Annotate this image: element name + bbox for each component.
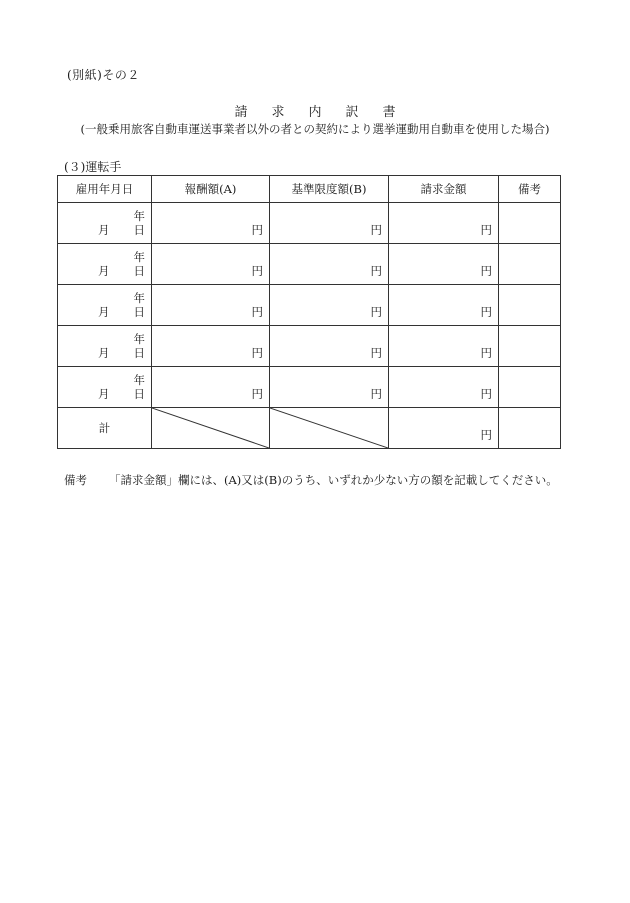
compensation-cell[interactable] [152,326,270,367]
claim-amount-cell[interactable] [389,285,499,326]
yen-unit: 円 [480,305,492,319]
claim-amount-cell[interactable] [389,244,499,285]
standard-limit-cell[interactable] [270,285,389,326]
day-unit: 日 [133,305,145,319]
remarks-cell[interactable] [499,244,561,285]
table-row [58,285,561,326]
yen-unit: 円 [251,305,263,319]
claim-amount-cell[interactable] [389,367,499,408]
employment-date-cell[interactable] [58,285,152,326]
total-remarks-cell[interactable] [499,408,561,449]
yen-unit: 円 [480,346,492,360]
day-unit: 日 [133,387,145,401]
claim-amount-cell[interactable] [389,326,499,367]
compensation-cell[interactable] [152,203,270,244]
month-unit: 月 [98,387,110,401]
table-row [58,367,561,408]
yen-unit: 円 [370,305,382,319]
compensation-cell[interactable] [152,244,270,285]
claim-breakdown-table [57,175,561,449]
day-unit: 日 [133,264,145,278]
year-unit: 年 [133,291,145,305]
total-claim-amount-cell[interactable] [389,408,499,449]
claim-amount-cell[interactable] [389,203,499,244]
month-unit: 月 [98,264,110,278]
total-row [58,408,561,449]
standard-limit-cell[interactable] [270,244,389,285]
total-compensation-crossed-cell [152,408,270,449]
yen-unit: 円 [251,387,263,401]
remarks-cell[interactable] [499,285,561,326]
standard-limit-cell[interactable] [270,367,389,408]
total-label: 計 [58,408,152,449]
year-unit: 年 [133,332,145,346]
header-remarks: 備考 [499,176,561,203]
table-row [58,203,561,244]
remarks-cell[interactable] [499,203,561,244]
header-claim-amount: 請求金額 [389,176,499,203]
month-unit: 月 [98,223,110,237]
year-unit: 年 [133,250,145,264]
header-standard-limit-b: 基準限度額(B) [270,176,389,203]
yen-unit: 円 [370,346,382,360]
yen-unit: 円 [480,223,492,237]
header-employment-date: 雇用年月日 [58,176,152,203]
yen-unit: 円 [370,223,382,237]
standard-limit-cell[interactable] [270,326,389,367]
table-header-row [58,176,561,203]
document-subtitle: (一般乗用旅客自動車運送事業者以外の者との契約により選挙運動用自動車を使用した場合) [80,122,550,136]
yen-unit: 円 [251,346,263,360]
year-unit: 年 [133,209,145,223]
yen-unit: 円 [370,387,382,401]
employment-date-cell[interactable] [58,244,152,285]
yen-unit: 円 [251,264,263,278]
employment-date-cell[interactable] [58,326,152,367]
year-unit: 年 [133,373,145,387]
yen-unit: 円 [480,387,492,401]
diagonal-line [270,408,388,448]
total-standard-limit-crossed-cell [270,408,389,449]
diagonal-line [152,408,269,448]
document-title: 請求内訳書 [234,105,420,120]
day-unit: 日 [133,346,145,360]
header-compensation-a: 報酬額(A) [152,176,270,203]
standard-limit-cell[interactable] [270,203,389,244]
compensation-cell[interactable] [152,367,270,408]
table-row [58,244,561,285]
day-unit: 日 [133,223,145,237]
remarks-cell[interactable] [499,367,561,408]
compensation-cell[interactable] [152,285,270,326]
section-label: (３)運転手 [64,160,122,174]
yen-unit: 円 [480,264,492,278]
footnote-label: 備考 [64,473,87,487]
employment-date-cell[interactable] [58,203,152,244]
employment-date-cell[interactable] [58,367,152,408]
month-unit: 月 [98,346,110,360]
footnote-text: 「請求金額」欄には、(A)又は(B)のうち、いずれか少ない方の額を記載してください。 [109,473,558,487]
remarks-cell[interactable] [499,326,561,367]
document-reference: (別紙)その２ [67,68,140,82]
table-row [58,326,561,367]
yen-unit: 円 [480,428,492,442]
yen-unit: 円 [370,264,382,278]
footnote [64,472,558,488]
month-unit: 月 [98,305,110,319]
yen-unit: 円 [251,223,263,237]
